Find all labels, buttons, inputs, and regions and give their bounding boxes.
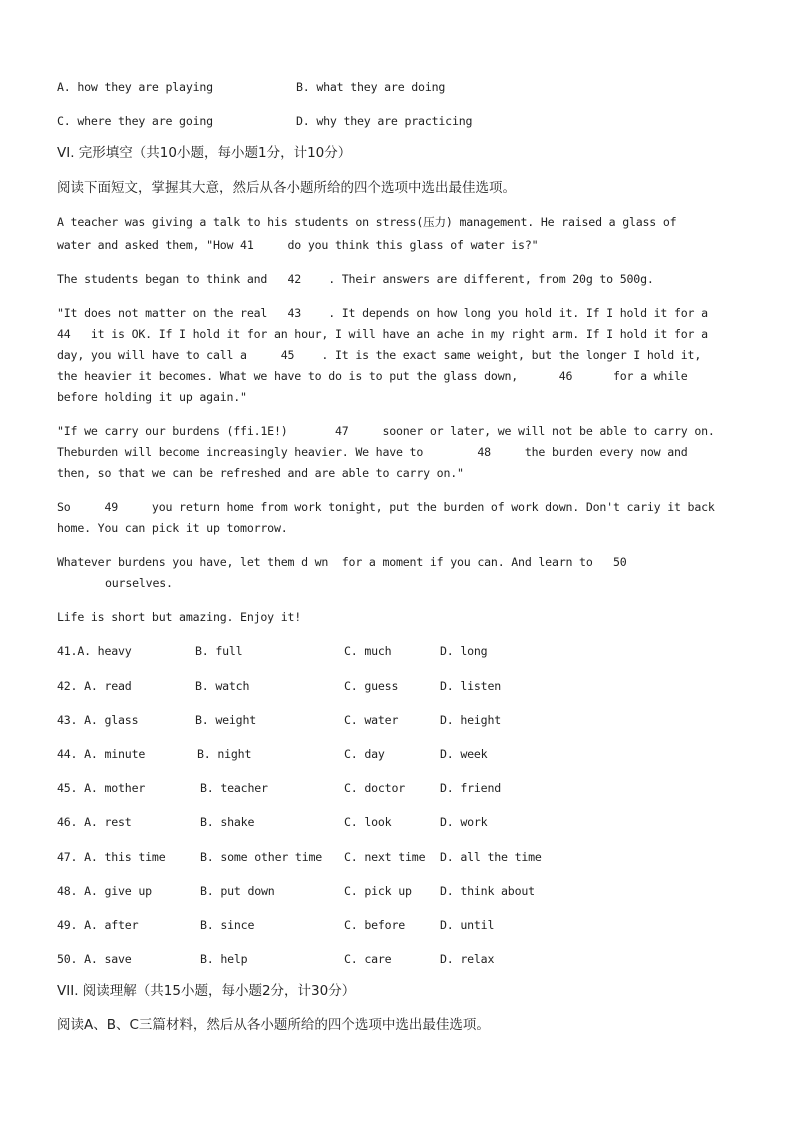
question-option-b: B. help [200, 952, 248, 966]
question-option-d: D. week [440, 747, 488, 761]
question-option-d: D. think about [440, 884, 535, 898]
question-row [57, 881, 737, 902]
passage-line: The students began to think and 42 . Their answers are different, from 20g to 500g. [57, 272, 654, 286]
question-option-d: D. all the time [440, 850, 542, 864]
question-option-c: C. care [344, 952, 392, 966]
section-6-instruction: 阅读下面短文，掌握其大意，然后从各小题所给的四个选项中选出最佳选项。 [57, 180, 516, 196]
section-7-instruction: 阅读A、B、C三篇材料，然后从各小题所给的四个选项中选出最佳选项。 [57, 1017, 490, 1033]
question-option-d: D. friend [440, 781, 502, 795]
question-option-c: C. guess [344, 679, 399, 693]
question-option-d: D. listen [440, 679, 502, 693]
question-option-b: B. full [195, 644, 243, 658]
passage-line: A teacher was giving a talk to his students on stress(压力) management. He raised a glass of [57, 215, 677, 229]
question-option-a: 45. A. mother [57, 781, 146, 795]
question-option-c: C. pick up [344, 884, 412, 898]
question-option-d: D. long [440, 644, 488, 658]
prev-option-d: D. why they are practicing [296, 114, 473, 128]
passage-line: Theburden will become increasingly heavier. We have to 48 the burden every now and [57, 445, 688, 459]
passage-line: 44 it is OK. If I hold it for an hour, I will have an ache in my right arm. If I hold it for a [57, 327, 708, 341]
question-row [57, 778, 737, 799]
passage-line: ourselves. [105, 576, 173, 590]
question-row [57, 847, 737, 868]
question-row [57, 641, 737, 662]
question-option-b: B. watch [195, 679, 250, 693]
question-option-a: 47. A. this time [57, 850, 166, 864]
passage-line: before holding it up again." [57, 390, 247, 404]
passage-line: home. You can pick it up tomorrow. [57, 521, 288, 535]
question-option-b: B. weight [195, 713, 257, 727]
question-option-c: C. day [344, 747, 385, 761]
passage-line: "It does not matter on the real 43 . It depends on how long you hold it. If I hold it for a [57, 306, 708, 320]
question-option-a: 46. A. rest [57, 815, 132, 829]
question-row [57, 949, 737, 970]
prev-option-c: C. where they are going [57, 114, 213, 128]
passage-line: Whatever burdens you have, let them d wn for a moment if you can. And learn to 50 [57, 555, 627, 569]
passage-line: "If we carry our burdens (ffi.1E!) 47 sooner or later, we will not be able to carry on. [57, 424, 715, 438]
question-option-c: C. doctor [344, 781, 406, 795]
passage-line: the heavier it becomes. What we have to do is to put the glass down, 46 for a while [57, 369, 688, 383]
question-row [57, 812, 737, 833]
prev-option-b: B. what they are doing [296, 80, 446, 94]
question-option-c: C. next time [344, 850, 426, 864]
passage-line: Life is short but amazing. Enjoy it! [57, 610, 302, 624]
question-option-c: C. much [344, 644, 392, 658]
passage-line: day, you will have to call a 45 . It is the exact same weight, but the longer I hold it, [57, 348, 702, 362]
passage-line: water and asked them, "How 41 do you think this glass of water is?" [57, 238, 539, 252]
question-row [57, 710, 737, 731]
question-option-c: C. look [344, 815, 392, 829]
question-option-b: B. teacher [200, 781, 268, 795]
question-option-b: B. some other time [200, 850, 323, 864]
question-option-c: C. water [344, 713, 399, 727]
passage-line: So 49 you return home from work tonight, put the burden of work down. Don't cariy it back [57, 500, 715, 514]
question-option-d: D. until [440, 918, 495, 932]
question-row [57, 676, 737, 697]
question-option-d: D. relax [440, 952, 495, 966]
question-option-a: 42. A. read [57, 679, 132, 693]
question-option-a: 48. A. give up [57, 884, 152, 898]
question-option-a: 44. A. minute [57, 747, 146, 761]
question-row [57, 915, 737, 936]
section-7-heading: VII. 阅读理解（共15小题，每小题2分，计30分） [57, 983, 356, 999]
question-option-a: 41.A. heavy [57, 644, 132, 658]
question-option-d: D. work [440, 815, 488, 829]
question-option-c: C. before [344, 918, 406, 932]
question-option-a: 50. A. save [57, 952, 132, 966]
question-option-b: B. shake [200, 815, 255, 829]
question-row [57, 744, 737, 765]
question-option-b: B. put down [200, 884, 275, 898]
question-option-a: 49. A. after [57, 918, 139, 932]
question-option-a: 43. A. glass [57, 713, 139, 727]
question-option-b: B. since [200, 918, 255, 932]
question-option-d: D. height [440, 713, 502, 727]
prev-option-a: A. how they are playing [57, 80, 213, 94]
passage-line: then, so that we can be refreshed and are able to carry on." [57, 466, 464, 480]
section-6-heading: VI. 完形填空（共10小题，每小题1分，计10分） [57, 145, 352, 161]
question-option-b: B. night [197, 747, 252, 761]
